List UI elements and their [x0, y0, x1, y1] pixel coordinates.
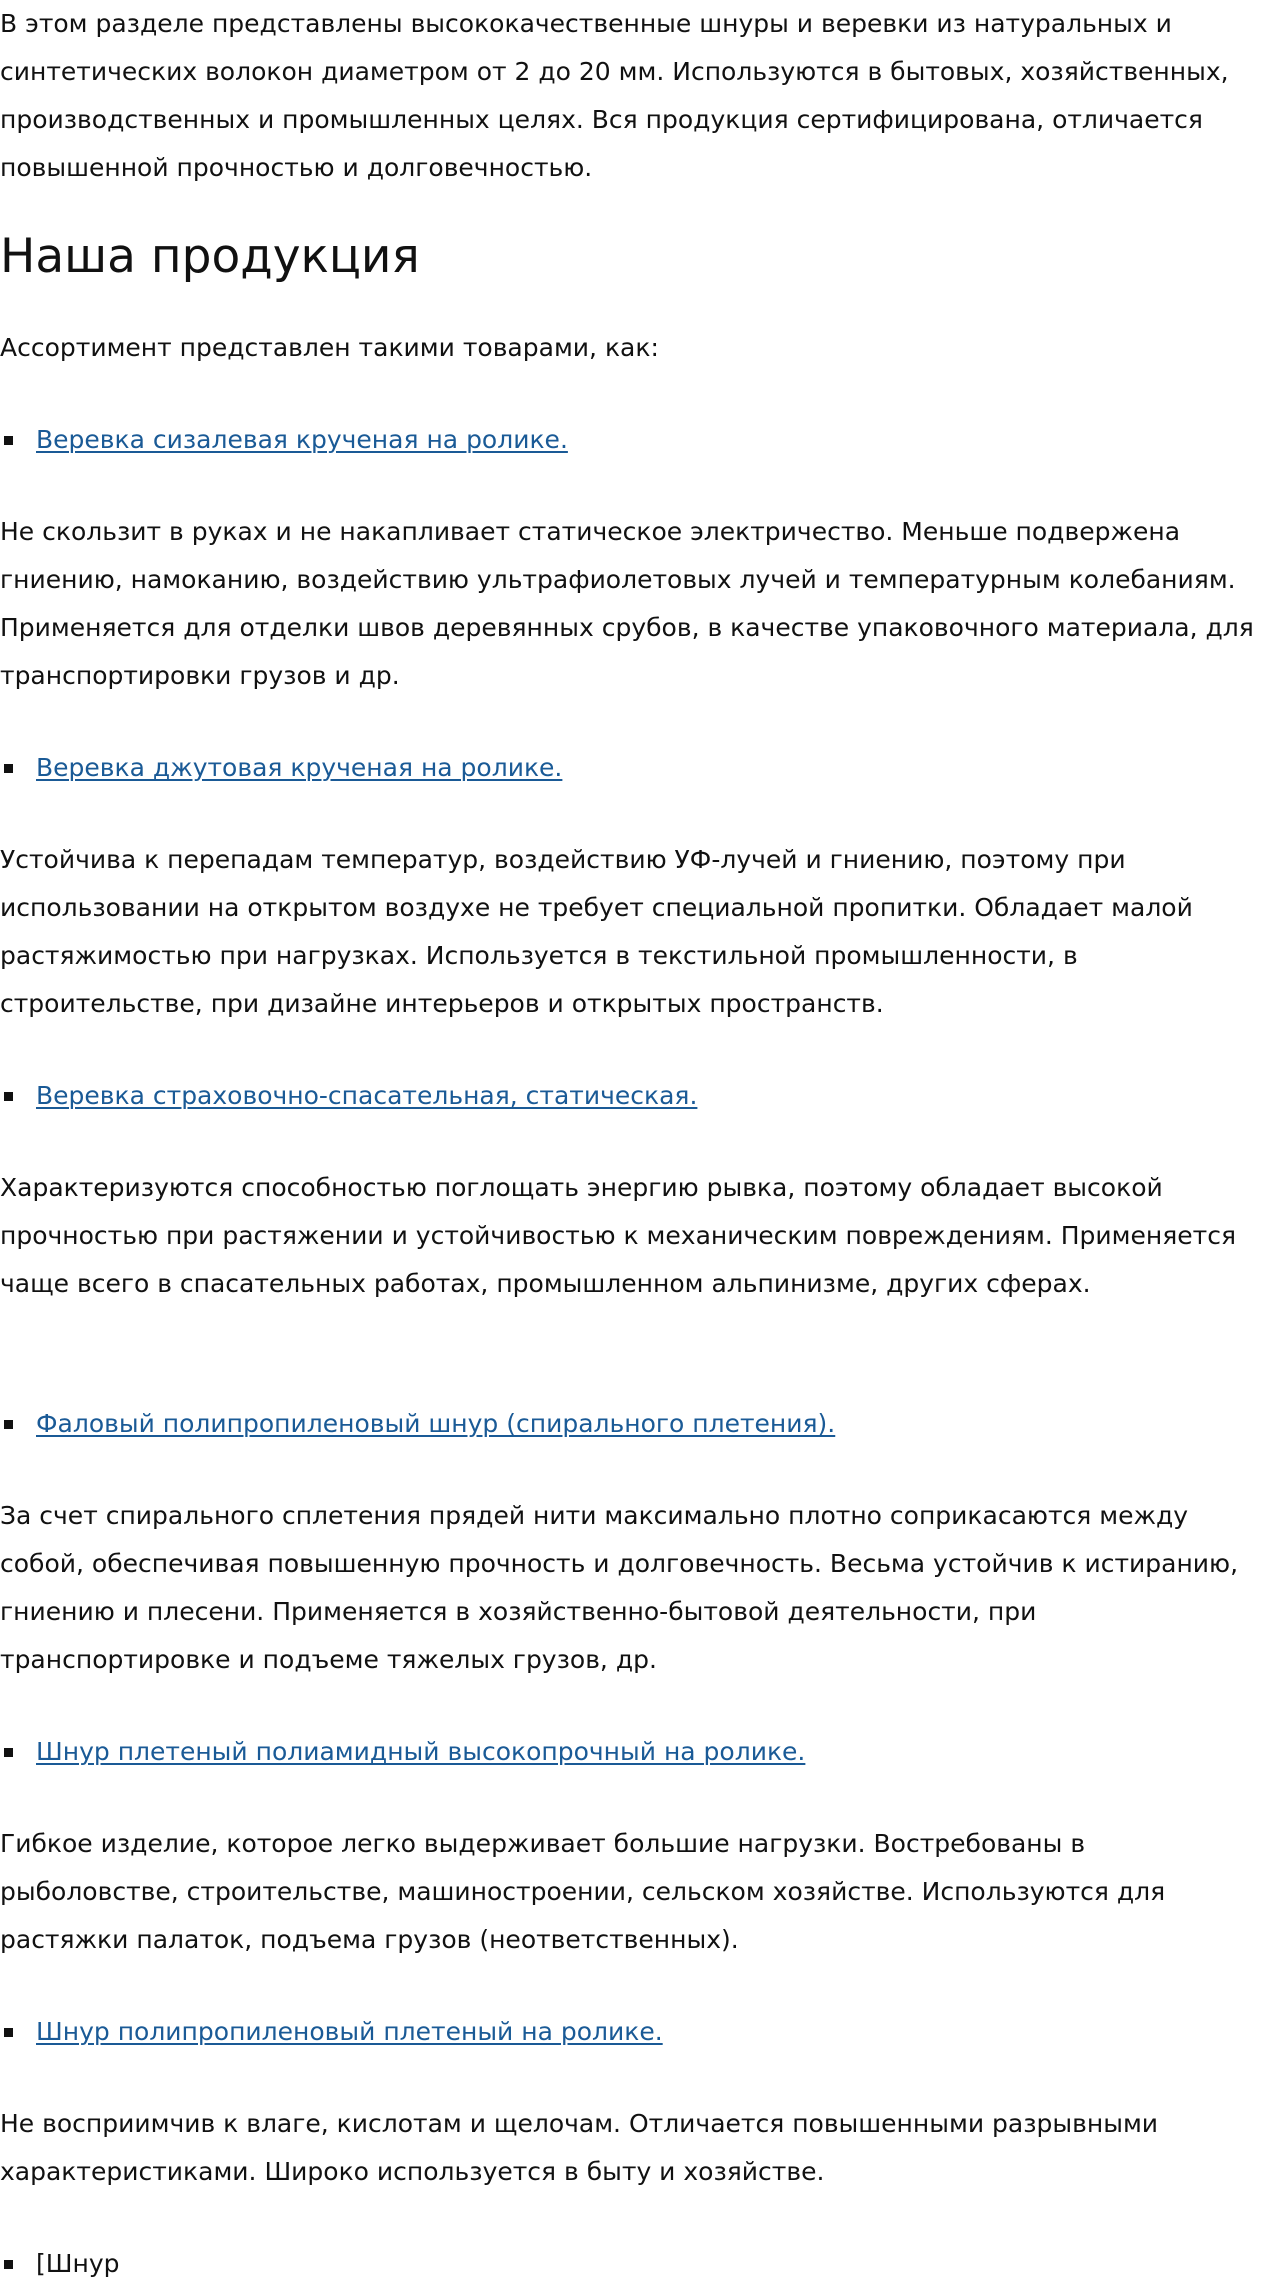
intro-paragraph: В этом разделе представлены высококачественные шнуры и веревки из натуральных и синтетических волокон диаметром от 2 до 20 мм. Используются в бытовых, хозяйственных, производственных и промышленных целях. Вся продукция сертифицирована, отличается повышенной прочностью и долговечностью. [0, 9, 1229, 182]
list-item [0, 2008, 663, 2056]
product-description: За счет спирального сплетения прядей нити максимально плотно соприкасаются между собой, обеспечивая повышенную прочность и долговечность. Весьма устойчив к истиранию, гниению и плесени. Применяется в хозяйственно-бытовой деятельности, при транспортировке и подъеме тяжелых грузов, др. [0, 1501, 1239, 1674]
product-link[interactable]: Фаловый полипропиленовый шнур (спирального плетения). [36, 1409, 836, 1438]
square-bullet-icon [4, 2028, 13, 2037]
square-bullet-icon [4, 1420, 13, 1429]
list-item [0, 744, 562, 792]
product-description: Характеризуются способностью поглощать энергию рывка, поэтому обладает высокой прочностью при растяжении и устойчивостью к механическим повреждениям. Применяется чаще всего в спасательных работах, промышленном альпинизме, других сферах. [0, 1173, 1237, 1298]
section-heading: Наша продукция [0, 229, 420, 284]
list-item [0, 2240, 120, 2288]
list-item [0, 416, 568, 464]
list-item [0, 1728, 805, 1776]
square-bullet-icon [4, 436, 13, 445]
product-link[interactable]: Шнур полипропиленовый плетеный на ролике. [36, 2017, 663, 2046]
product-link[interactable]: Веревка сизалевая крученая на ролике. [36, 425, 568, 454]
product-description: Не скользит в руках и не накапливает статическое электричество. Меньше подвержена гниению, намоканию, воздействию ультрафиолетовых лучей и температурным колебаниям. Применяется для отделки швов деревянных срубов, в качестве упаковочного материала, для транспортировки грузов и др. [0, 517, 1254, 690]
product-description: Устойчива к перепадам температур, воздействию УФ-лучей и гниению, поэтому при использовании на открытом воздухе не требует специальной пропитки. Обладает малой растяжимостью при нагрузках. Используется в текстильной промышленности, в строительстве, при дизайне интерьеров и открытых пространств. [0, 845, 1193, 1018]
partial-item-text: [Шнур [36, 2249, 120, 2278]
list-item [0, 1400, 835, 1448]
square-bullet-icon [4, 1748, 13, 1757]
product-link[interactable]: Веревка страховочно-спасательная, статическая. [36, 1081, 698, 1110]
product-link[interactable]: Шнур плетеный полиамидный высокопрочный на ролике. [36, 1737, 806, 1766]
square-bullet-icon [4, 1092, 13, 1101]
list-item [0, 1072, 697, 1120]
lead-paragraph: Ассортимент представлен такими товарами, как: [0, 333, 659, 362]
product-link[interactable]: Веревка джутовая крученая на ролике. [36, 753, 563, 782]
product-description: Гибкое изделие, которое легко выдерживает большие нагрузки. Востребованы в рыболовстве, строительстве, машиностроении, сельском хозяйстве. Используются для растяжки палаток, подъема грузов (неответственных). [0, 1829, 1166, 1954]
square-bullet-icon [4, 2260, 13, 2269]
product-description: Не восприимчив к влаге, кислотам и щелочам. Отличается повышенными разрывными характеристиками. Широко используется в быту и хозяйстве. [0, 2109, 1159, 2186]
square-bullet-icon [4, 764, 13, 773]
